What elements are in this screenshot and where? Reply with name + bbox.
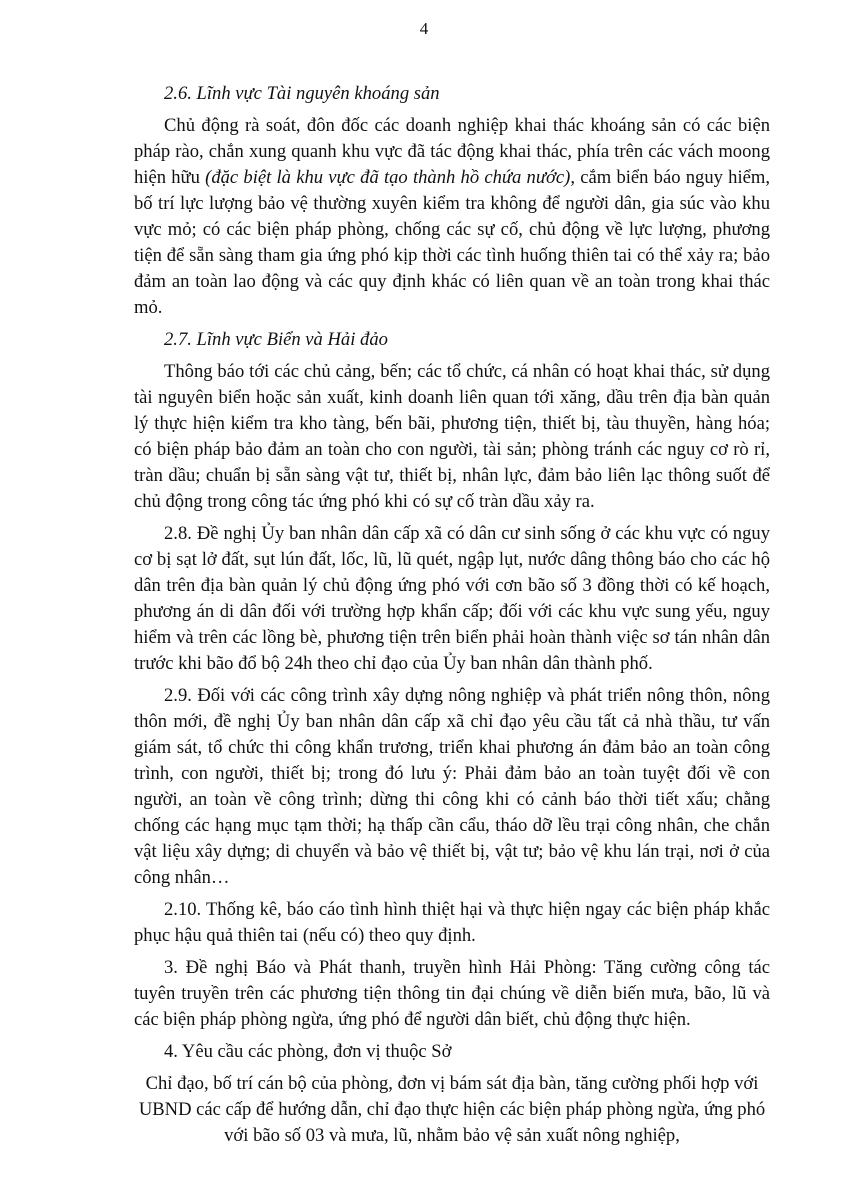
section-heading-2-7: 2.7. Lĩnh vực Biển và Hải đảo bbox=[164, 329, 388, 350]
paragraph-2-6-italic-note: (đặc biệt là khu vực đã tạo thành hồ chứa nước) bbox=[205, 167, 571, 188]
section-heading-2-6: 2.6. Lĩnh vực Tài nguyên khoáng sản bbox=[164, 83, 440, 104]
document-body bbox=[134, 81, 770, 1155]
page-number: 4 bbox=[419, 19, 429, 38]
paragraph-2-6 bbox=[134, 113, 770, 321]
paragraph-2-10: 2.10. Thống kê, báo cáo tình hình thiệt hại và thực hiện ngay các biện pháp khắc phục hậu quả thiên tai (nếu có) theo quy định. bbox=[134, 899, 770, 946]
paragraph-4-body: Chỉ đạo, bố trí cán bộ của phòng, đơn vị bám sát địa bàn, tăng cường phối hợp với UBND các cấp để hướng dẫn, chỉ đạo thực hiện các biện pháp phòng ngừa, ứng phó với bão số 03 và mưa, lũ, nhằm bảo vệ sản xuất nông nghiệp, bbox=[138, 1073, 766, 1146]
paragraph-2-6-text-after: , cắm biển báo nguy hiểm, bố trí lực lượng bảo vệ thường xuyên kiểm tra không để người dân, gia súc vào khu vực mỏ; có các biện pháp phòng, chống các sự cố, chủ động về lực lượng, phương tiện để sẵn sàng tham gia ứng phó kịp thời các tình huống thiên tai có thể xảy ra; bảo đảm an toàn lao động và các quy định khác có liên quan về an toàn trong khai thác mỏ. bbox=[134, 167, 770, 318]
paragraph-3: 3. Đề nghị Báo và Phát thanh, truyền hình Hải Phòng: Tăng cường công tác tuyên truyền trên các phương tiện thông tin đại chúng về diễn biến mưa, bão, lũ và các biện pháp phòng ngừa, ứng phó để người dân biết, chủ động thực hiện. bbox=[134, 957, 770, 1030]
paragraph-2-7: Thông báo tới các chủ cảng, bến; các tổ chức, cá nhân có hoạt khai thác, sử dụng tài nguyên biển hoặc sản xuất, kinh doanh liên quan tới xăng, dầu trên địa bàn quản lý thực hiện kiểm tra kho tàng, bến bãi, phương tiện, thiết bị, tàu thuyền, hàng hóa; có biện pháp bảo đảm an toàn cho con người, tài sản; phòng tránh các nguy cơ rò rỉ, tràn dầu; chuẩn bị sẵn sàng vật tư, thiết bị, nhân lực, đảm bảo liên lạc thông suốt để chủ động trong công tác ứng phó khi có sự cố tràn dầu xảy ra. bbox=[134, 361, 770, 512]
paragraph-2-8: 2.8. Đề nghị Ủy ban nhân dân cấp xã có dân cư sinh sống ở các khu vực có nguy cơ bị sạt lở đất, sụt lún đất, lốc, lũ, lũ quét, ngập lụt, nước dâng thông báo cho các hộ dân trên địa bàn quản lý chủ động ứng phó với cơn bão số 3 đồng thời có kế hoạch, phương án di dân đối với trường hợp khẩn cấp; đối với các khu vực sung yếu, nguy hiểm và trên các lồng bè, phương tiện trên biển phải hoàn thành việc sơ tán nhân dân trước khi bão đổ bộ 24h theo chỉ đạo của Ủy ban nhân dân thành phố. bbox=[134, 523, 770, 674]
paragraph-4-heading: 4. Yêu cầu các phòng, đơn vị thuộc Sở bbox=[164, 1041, 452, 1062]
paragraph-2-6-text-before: Chủ động rà soát, đôn đốc các doanh nghiệp khai thác khoáng sản có các biện pháp rào, chắn xung quanh khu vực đã tác động khai thác, phía trên các vách moong hiện hữu bbox=[134, 115, 770, 188]
paragraph-2-9: 2.9. Đối với các công trình xây dựng nông nghiệp và phát triển nông thôn, nông thôn mới, đề nghị Ủy ban nhân dân cấp xã chỉ đạo yêu cầu tất cả nhà thầu, tư vấn giám sát, tổ chức thi công khẩn trương, triển khai phương án đảm bảo an toàn công trình, con người, thiết bị; trong đó lưu ý: Phải đảm bảo an toàn tuyệt đối về con người, an toàn về công trình; dừng thi công khi có cảnh báo thời tiết xấu; chằng chống các hạng mục tạm thời; hạ thấp cần cẩu, tháo dỡ lều trại công nhân, che chắn vật liệu xây dựng; di chuyển và bảo vệ thiết bị, vật tư; bảo vệ khu lán trại, nơi ở của công nhân… bbox=[134, 685, 770, 888]
